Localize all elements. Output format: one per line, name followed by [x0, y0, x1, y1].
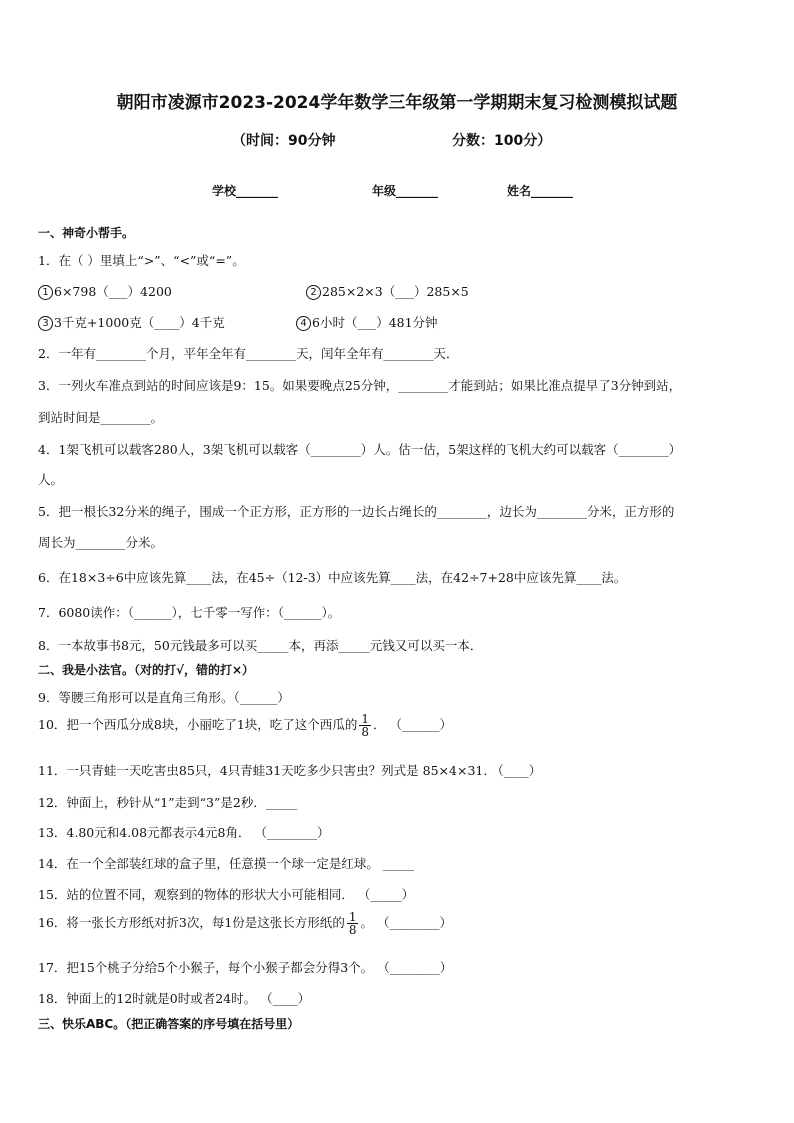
question-13: 13．4.80元和4.08元都表示4元8角． （________） — [38, 825, 330, 840]
name-field: 姓名_______ — [507, 184, 574, 198]
circled-number: 3 — [38, 316, 53, 331]
section-2-heading: 二、我是小法官。（对的打√，错的打×） — [38, 663, 255, 677]
question-3-line-2: 到站时间是________。 — [38, 410, 164, 425]
time-label: （时间：90分钟 — [232, 133, 336, 149]
question-5-line-1: 5．把一根长32分米的绳子，围成一个正方形，正方形的一边长占绳长的________，边长为________分米，正方形的 — [38, 504, 675, 519]
question-10: 10．把一个西瓜分成8块，小丽吃了1块，吃了这个西瓜的 $\frac{1}{8}$ ． （______） — [38, 712, 452, 739]
question-11: 11．一只青蛙一天吃害虫85只，4只青蛙31天吃多少只害虫？列式是 85×4×31. （____） — [38, 763, 542, 778]
question-7: 7．6080读作：（______），七千零一写作：（______）。 — [38, 605, 341, 620]
q1-item-1: 1 6×798（___）4200 — [38, 282, 172, 300]
q1-item-2: 2 285×2×3（___）285×5 — [306, 282, 469, 300]
question-8: 8．一本故事书8元，50元钱最多可以买_____本，再添_____元钱又可以买一本． — [38, 638, 483, 653]
question-9: 9．等腰三角形可以是直角三角形。（______） — [38, 690, 290, 705]
question-18: 18．钟面上的12时就是0时或者24时。 （____） — [38, 991, 311, 1006]
section-3-heading: 三、快乐ABC。（把正确答案的序号填在括号里） — [38, 1017, 300, 1031]
circled-number: 2 — [306, 285, 321, 300]
fraction-one-eighth: $\frac{1}{8}$ — [361, 712, 369, 739]
question-2: 2．一年有________个月，平年全年有________天，闰年全年有________天． — [38, 346, 459, 361]
question-15: 15．站的位置不同，观察到的物体的形状大小可能相同． （_____） — [38, 887, 415, 902]
school-field: 学校_______ — [212, 184, 279, 198]
score-label: 分数：100分） — [452, 133, 552, 149]
q1-item-3: 3 3千克+1000克（____）4千克 — [38, 313, 225, 331]
question-4-line-1: 4．1架飞机可以载客280人，3架飞机可以载客（________）人。估一估，5架这样的飞机大约可以载客（________） — [38, 442, 682, 457]
circled-number: 1 — [38, 285, 53, 300]
question-6: 6．在18×3÷6中应该先算____法，在45÷（12-3）中应该先算____法，在42÷7+28中应该先算____法。 — [38, 570, 627, 585]
question-14: 14．在一个全部装红球的盒子里，任意摸一个球一定是红球。 _____ — [38, 856, 415, 871]
question-1: 1．在（ ）里填上“>”、“<”或“=”。 — [38, 253, 245, 268]
page-title: 朝阳市凌源市2023-2024学年数学三年级第一学期期末复习检测模拟试题 — [116, 93, 678, 113]
grade-field: 年级_______ — [372, 184, 439, 198]
circled-number: 4 — [296, 316, 311, 331]
fraction-one-eighth: $\frac{1}{8}$ — [348, 910, 357, 937]
question-16: 16．将一张长方形纸对折3次，每1份是这张长方形纸的 $\frac{1}{8}$ 。 （________） — [38, 910, 452, 937]
question-17: 17．把15个桃子分给5个小猴子，每个小猴子都会分得3个。 （________） — [38, 960, 453, 975]
section-1-heading: 一、神奇小帮手。 — [38, 226, 135, 240]
question-3-line-1: 3．一列火车准点到站的时间应该是9：15。如果要晚点25分钟，________才能到站；如果比准点提早了3分钟到站， — [38, 378, 682, 393]
question-4-line-2: 人。 — [38, 472, 64, 487]
question-5-line-2: 周长为________分米。 — [38, 535, 164, 550]
q1-item-4: 4 6小时（___）481分钟 — [296, 313, 438, 331]
question-12: 12．钟面上，秒针从“1”走到“3”是2秒．_____ — [38, 795, 298, 810]
